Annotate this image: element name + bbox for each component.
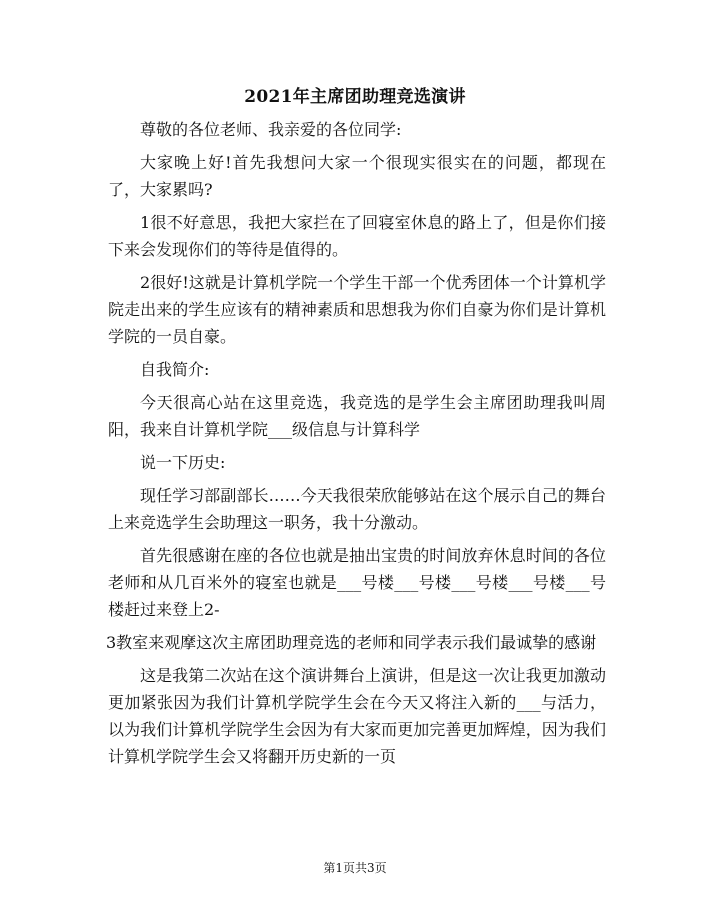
paragraph-thanks-continued: 3教室来观摩这次主席团助理竞选的老师和同学表示我们最诚挚的感谢	[106, 633, 597, 652]
document-body	[108, 116, 606, 776]
paragraph-intro: 今天很高心站在这里竞选，我竞选的是学生会主席团助理我叫周阳，我来自计算机学院___级信息与计算科学	[108, 393, 606, 439]
document-title: 2021年主席团助理竞选演讲	[244, 87, 466, 107]
paragraph-salutation: 尊敬的各位老师、我亲爱的各位同学:	[140, 120, 402, 139]
paragraph-greeting: 大家晚上好!首先我想问大家一个很现实很实在的问题，都现在了，大家累吗?	[108, 153, 606, 199]
paragraph-intro-heading: 自我简介:	[140, 360, 210, 379]
paragraph-current-role: 现任学习部副部长……今天我很荣欣能够站在这个展示自己的舞台上来竞选学生会助理这一职务，我十分激动。	[108, 486, 606, 532]
paragraph-history-heading: 说一下历史:	[140, 453, 226, 472]
paragraph-second-time: 这是我第二次站在这个演讲舞台上演讲，但是这一次让我更加激动更加紧张因为我们计算机学院学生会在今天又将注入新的___与活力，以为我们计算机学院学生会因为有大家而更加完善更加辉煌，因为我们计算机学院学生会又将翻开历史新的一页	[108, 666, 606, 766]
paragraph-praise: 2很好!这就是计算机学院一个学生干部一个优秀团体一个计算机学院走出来的学生应该有的精神素质和思想我为你们自豪为你们是计算机学院的一员自豪。	[108, 273, 606, 346]
paragraph-thanks: 首先很感谢在座的各位也就是抽出宝贵的时间放弃休息时间的各位老师和从几百米外的寝室也就是___号楼___号楼___号楼___号楼___号楼赶过来登上2-	[108, 546, 606, 619]
page-number: 第1页共3页	[323, 861, 387, 875]
paragraph-apology: 1很不好意思，我把大家拦在了回寝室休息的路上了，但是你们接下来会发现你们的等待是值得的。	[108, 213, 606, 259]
